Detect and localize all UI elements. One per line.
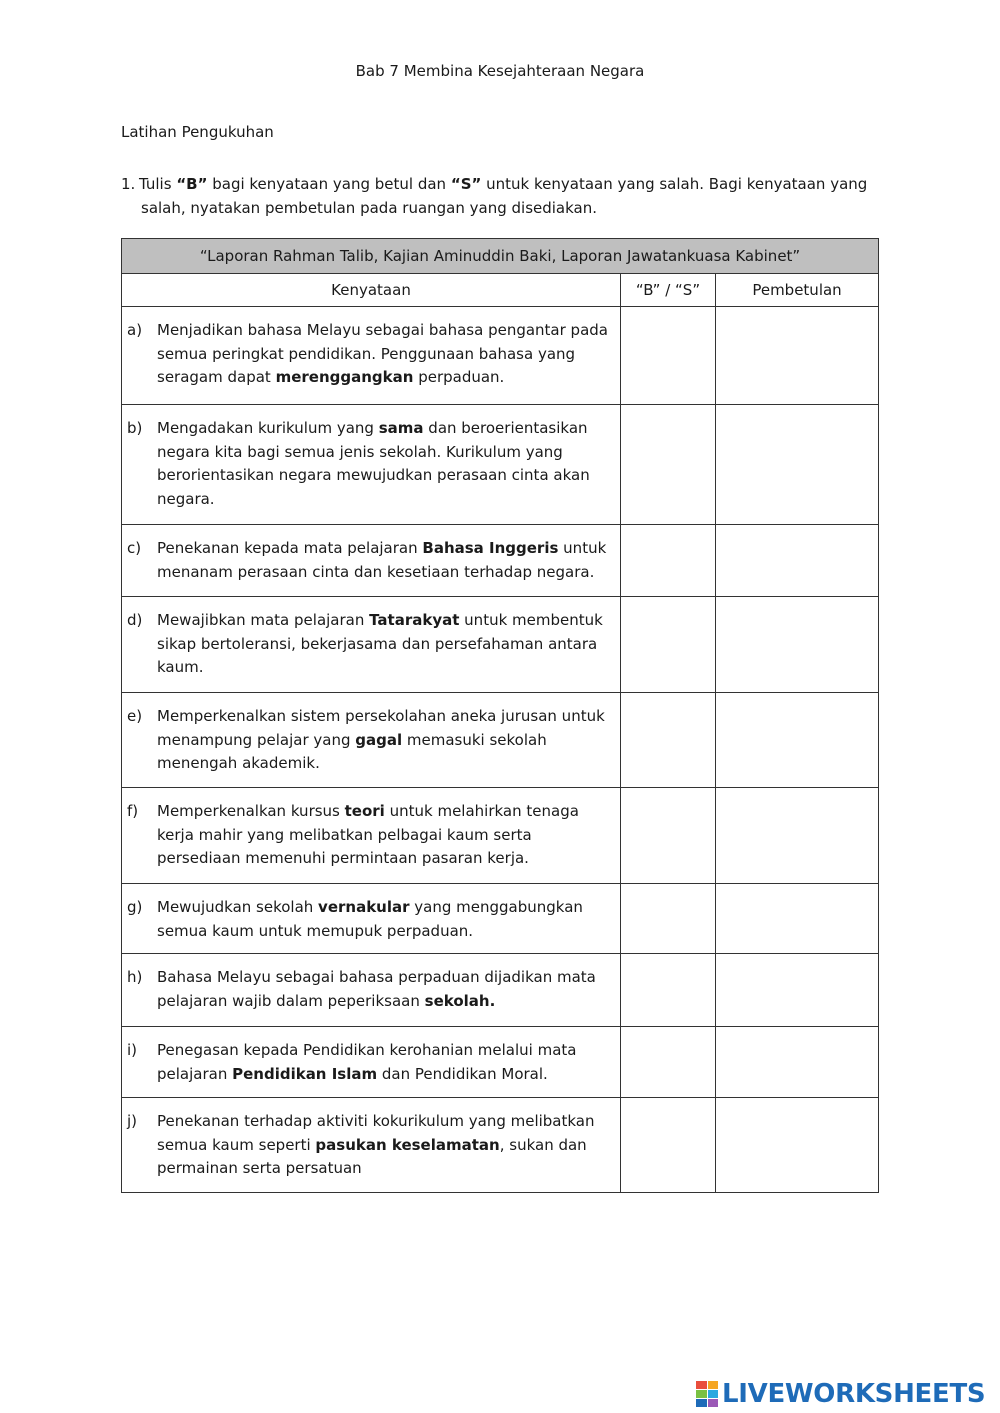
statement-text-before: Mewajibkan mata pelajaran — [157, 611, 370, 629]
correction-cell[interactable] — [716, 954, 879, 1027]
statement-text-before: Memperkenalkan sistem persekolahan aneka jurusan untuk menampung pelajar yang — [157, 707, 605, 749]
header-pembetulan: Pembetulan — [716, 274, 879, 307]
statement-text-after: untuk menanam perasaan cinta dan kesetiaan terhadap negara. — [157, 539, 607, 581]
answer-b-s-cell[interactable] — [621, 1027, 716, 1098]
statement-keyword: pasukan keselamatan — [315, 1135, 500, 1154]
statement-cell — [122, 597, 621, 693]
logo-mark-square — [696, 1390, 707, 1398]
table-row — [122, 1098, 879, 1193]
answer-b-s-cell[interactable] — [621, 884, 716, 954]
table-caption: “Laporan Rahman Talib, Kajian Aminuddin Baki, Laporan Jawatankuasa Kabinet” — [122, 239, 879, 274]
statement-text — [157, 966, 612, 1013]
statement-text — [157, 609, 612, 680]
correction-cell[interactable] — [716, 405, 879, 525]
statement-letter: e) — [127, 707, 143, 725]
statement-keyword: vernakular — [318, 898, 410, 916]
statement-cell — [122, 788, 621, 884]
instruction-line-2: salah, nyatakan pembetulan pada ruangan yang disediakan. — [141, 199, 598, 217]
logo-text: LIVEWORKSHEETS — [722, 1379, 986, 1409]
statement-text-before: Memperkenalkan kursus — [157, 802, 345, 820]
statement-text-after: yang menggabungkan semua kaum untuk memupuk perpaduan. — [157, 898, 583, 940]
header-b-s: “B” / “S” — [621, 274, 716, 307]
statement-keyword: sekolah. — [424, 991, 496, 1010]
statement-text-after: dan beroerientasikan negara kita bagi semua jenis sekolah. Kurikulum yang berorientasikan negara mewujudkan perasaan cinta akan negara. — [157, 419, 590, 508]
answer-b-s-cell[interactable] — [621, 307, 716, 405]
statement-keyword: Pendidikan Islam — [232, 1064, 378, 1083]
statement-keyword: Bahasa Inggeris — [422, 539, 559, 557]
statement-text-after: untuk melahirkan tenaga kerja mahir yang melibatkan pelbagai kaum serta persediaan memenuhi permintaan pasaran kerja. — [157, 802, 579, 867]
statement-cell — [122, 954, 621, 1027]
statement-text — [157, 896, 612, 943]
statement-text-before: Penekanan kepada mata pelajaran — [157, 539, 423, 557]
statement-text — [157, 800, 612, 871]
worksheet-table — [121, 238, 879, 1193]
statement-text-after: untuk membentuk sikap bertoleransi, bekerjasama dan persefahaman antara kaum. — [157, 611, 603, 676]
correction-cell[interactable] — [716, 1098, 879, 1193]
statement-cell — [122, 307, 621, 405]
statement-text-after: dan Pendidikan Moral. — [377, 1064, 548, 1083]
statement-keyword: gagal — [355, 730, 403, 749]
logo-mark-square — [696, 1399, 707, 1407]
statement-text-before: Mewujudkan sekolah — [157, 898, 319, 916]
statement-keyword: merenggangkan — [275, 368, 414, 386]
logo-mark-square — [708, 1390, 719, 1398]
statement-text-before: Menjadikan bahasa Melayu sebagai bahasa pengantar pada semua peringkat pendidikan. Penggunaan bahasa yang seragam dapat — [157, 321, 608, 386]
statement-cell — [122, 693, 621, 788]
statement-text-after: , sukan dan permainan serta persatuan — [157, 1135, 587, 1177]
table-row — [122, 307, 879, 405]
answer-b-s-cell[interactable] — [621, 405, 716, 525]
answer-b-s-cell[interactable] — [621, 525, 716, 597]
instruction-text-3: untuk kenyataan yang salah. Bagi kenyataan yang — [481, 175, 868, 193]
statement-text — [157, 319, 612, 390]
statement-text-before: Bahasa Melayu sebagai bahasa perpaduan dijadikan mata pelajaran wajib dalam peperiksaan — [157, 968, 596, 1010]
table-row — [122, 597, 879, 693]
correction-cell[interactable] — [716, 1027, 879, 1098]
answer-b-s-cell[interactable] — [621, 597, 716, 693]
liveworksheets-logo — [696, 1378, 985, 1410]
statement-letter: h) — [127, 968, 143, 986]
table-row — [122, 884, 879, 954]
answer-b-s-cell[interactable] — [621, 693, 716, 788]
statement-letter: d) — [127, 611, 143, 629]
statement-text-before: Penekanan terhadap aktiviti kokurikulum yang melibatkan semua kaum seperti — [157, 1112, 595, 1154]
answer-b-s-cell[interactable] — [621, 1098, 716, 1193]
correction-cell[interactable] — [716, 693, 879, 788]
table-row — [122, 693, 879, 788]
statement-text — [157, 1039, 612, 1086]
statement-text — [157, 537, 612, 584]
logo-mark-square — [696, 1381, 707, 1389]
table-row — [122, 1027, 879, 1098]
statement-cell — [122, 1027, 621, 1098]
statement-text-before: Mengadakan kurikulum yang — [157, 419, 379, 437]
logo-mark-square — [708, 1381, 719, 1389]
correction-cell[interactable] — [716, 788, 879, 884]
statement-letter: j) — [127, 1112, 138, 1130]
table-row — [122, 954, 879, 1027]
answer-b-s-cell[interactable] — [621, 954, 716, 1027]
statement-cell — [122, 1098, 621, 1193]
statement-cell — [122, 525, 621, 597]
instruction-b-label: “B” — [176, 175, 208, 193]
table-row — [122, 788, 879, 884]
instruction-s-label: “S” — [450, 175, 482, 193]
statement-cell — [122, 405, 621, 525]
instruction-text-1: Tulis — [139, 175, 177, 193]
statement-text-before: Penegasan kepada Pendidikan kerohanian melalui mata pelajaran — [157, 1041, 577, 1083]
table-row — [122, 405, 879, 525]
section-title: Latihan Pengukuhan — [121, 123, 274, 141]
statement-keyword: sama — [378, 419, 424, 437]
statement-text — [157, 1110, 612, 1181]
correction-cell[interactable] — [716, 597, 879, 693]
instruction-number: 1. — [121, 175, 136, 193]
correction-cell[interactable] — [716, 884, 879, 954]
correction-cell[interactable] — [716, 307, 879, 405]
statement-keyword: Tatarakyat — [369, 611, 460, 629]
statement-keyword: teori — [344, 802, 385, 820]
instruction — [121, 172, 881, 220]
page-title: Bab 7 Membina Kesejahteraan Negara — [355, 62, 645, 80]
answer-b-s-cell[interactable] — [621, 788, 716, 884]
statement-text-after: memasuki sekolah menengah akademik. — [157, 730, 547, 772]
header-kenyataan: Kenyataan — [122, 274, 621, 307]
statement-letter: i) — [127, 1041, 138, 1059]
statement-letter: a) — [127, 321, 143, 339]
statement-cell — [122, 884, 621, 954]
statement-text — [157, 705, 612, 776]
statement-text — [157, 417, 612, 511]
statement-letter: f) — [127, 802, 139, 820]
logo-mark-icon — [696, 1381, 718, 1407]
statement-letter: b) — [127, 419, 143, 437]
correction-cell[interactable] — [716, 525, 879, 597]
statement-letter: g) — [127, 898, 143, 916]
statement-letter: c) — [127, 539, 142, 557]
statement-text-after: perpaduan. — [413, 368, 505, 386]
table-row — [122, 525, 879, 597]
instruction-text-2: bagi kenyataan yang betul dan — [207, 175, 451, 193]
logo-mark-square — [708, 1399, 719, 1407]
